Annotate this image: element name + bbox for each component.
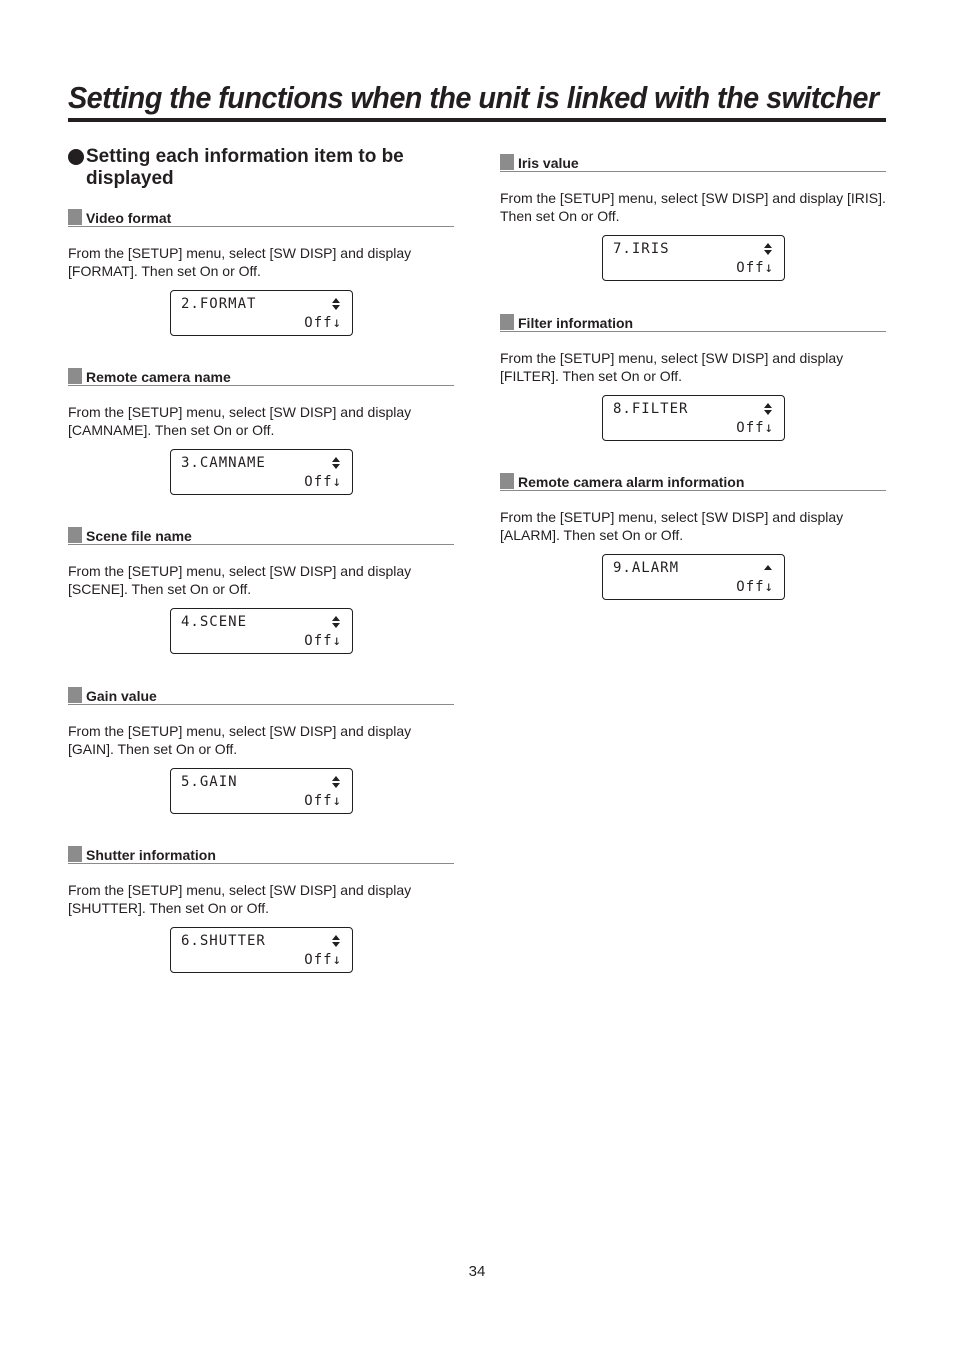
page-title: Setting the functions when the unit is linked with the switcher [68,80,879,115]
heading-marker [68,368,82,384]
section-heading [68,368,454,386]
subheading-text: Setting each information item to be displayed [86,146,404,189]
section-description: From the [SETUP] menu, select [SW DISP] and display [ALARM]. Then set On or Off. [500,509,844,543]
section-filter-information [500,314,886,441]
subheading [68,146,448,190]
lcd-display [170,927,353,973]
section-description: From the [SETUP] menu, select [SW DISP] and display [FILTER]. Then set On or Off. [500,350,844,384]
lcd-value-text: Off↓ [304,474,342,490]
section-heading [68,846,454,864]
up-arrow-icon [764,562,772,574]
up-down-arrows-icon [332,298,340,310]
heading-marker [68,209,82,225]
lcd-item-text: 7.IRIS [613,241,670,257]
section-heading-label: Gain value [86,688,157,704]
up-down-arrows-icon [764,243,772,255]
section-description: From the [SETUP] menu, select [SW DISP] and display [IRIS]. Then set On or Off. [500,190,886,224]
lcd-display [170,608,353,654]
up-down-arrows-icon [764,403,772,415]
lcd-display [602,554,785,600]
lcd-value-text: Off↓ [736,260,774,276]
lcd-item-text: 4.SCENE [181,614,248,630]
section-video-format [68,209,454,336]
lcd-display [170,768,353,814]
lcd-display [602,395,785,441]
section-heading-label: Video format [86,210,172,226]
heading-marker [500,473,514,489]
lcd-item-text: 2.FORMAT [181,296,257,312]
section-heading [500,154,886,172]
section-heading-label: Shutter information [86,847,216,863]
section-shutter-information [68,846,454,973]
heading-marker [500,154,514,170]
lcd-item-text: 6.SHUTTER [181,933,266,949]
lcd-value-text: Off↓ [304,315,342,331]
heading-marker [68,527,82,543]
section-description: From the [SETUP] menu, select [SW DISP] and display [SCENE]. Then set On or Off. [68,563,412,597]
section-heading [68,687,454,705]
up-down-arrows-icon [332,616,340,628]
page-number: 34 [468,1263,486,1280]
lcd-item-text: 5.GAIN [181,774,238,790]
up-down-arrows-icon [332,776,340,788]
section-heading-label: Iris value [518,155,579,171]
section-heading-label: Remote camera alarm information [518,474,745,490]
section-description: From the [SETUP] menu, select [SW DISP] and display [FORMAT]. Then set On or Off. [68,245,412,279]
section-heading [500,473,886,491]
section-heading [68,209,454,227]
up-down-arrows-icon [332,457,340,469]
title-rule [68,118,886,122]
section-heading-label: Remote camera name [86,369,231,385]
section-heading-label: Scene file name [86,528,192,544]
section-scene-file-name [68,527,454,654]
lcd-item-text: 3.CAMNAME [181,455,266,471]
heading-marker [68,687,82,703]
section-remote-camera-name [68,368,454,495]
lcd-value-text: Off↓ [304,633,342,649]
lcd-value-text: Off↓ [736,579,774,595]
lcd-item-text: 9.ALARM [613,560,680,576]
section-iris-value [500,154,886,281]
lcd-display [602,235,785,281]
section-heading [500,314,886,332]
section-description: From the [SETUP] menu, select [SW DISP] and display [SHUTTER]. Then set On or Off. [68,882,412,916]
section-description: From the [SETUP] menu, select [SW DISP] and display [CAMNAME]. Then set On or Off. [68,404,412,438]
lcd-display [170,290,353,336]
lcd-value-text: Off↓ [304,952,342,968]
heading-marker [500,314,514,330]
up-down-arrows-icon [332,935,340,947]
lcd-display [170,449,353,495]
lcd-item-text: 8.FILTER [613,401,689,417]
section-heading-label: Filter information [518,315,634,331]
section-description: From the [SETUP] menu, select [SW DISP] and display [GAIN]. Then set On or Off. [68,723,412,757]
bullet-icon [68,149,84,165]
heading-marker [68,846,82,862]
section-remote-camera-alarm-information [500,473,886,600]
section-gain-value [68,687,454,814]
lcd-value-text: Off↓ [304,793,342,809]
section-heading [68,527,454,545]
lcd-value-text: Off↓ [736,420,774,436]
